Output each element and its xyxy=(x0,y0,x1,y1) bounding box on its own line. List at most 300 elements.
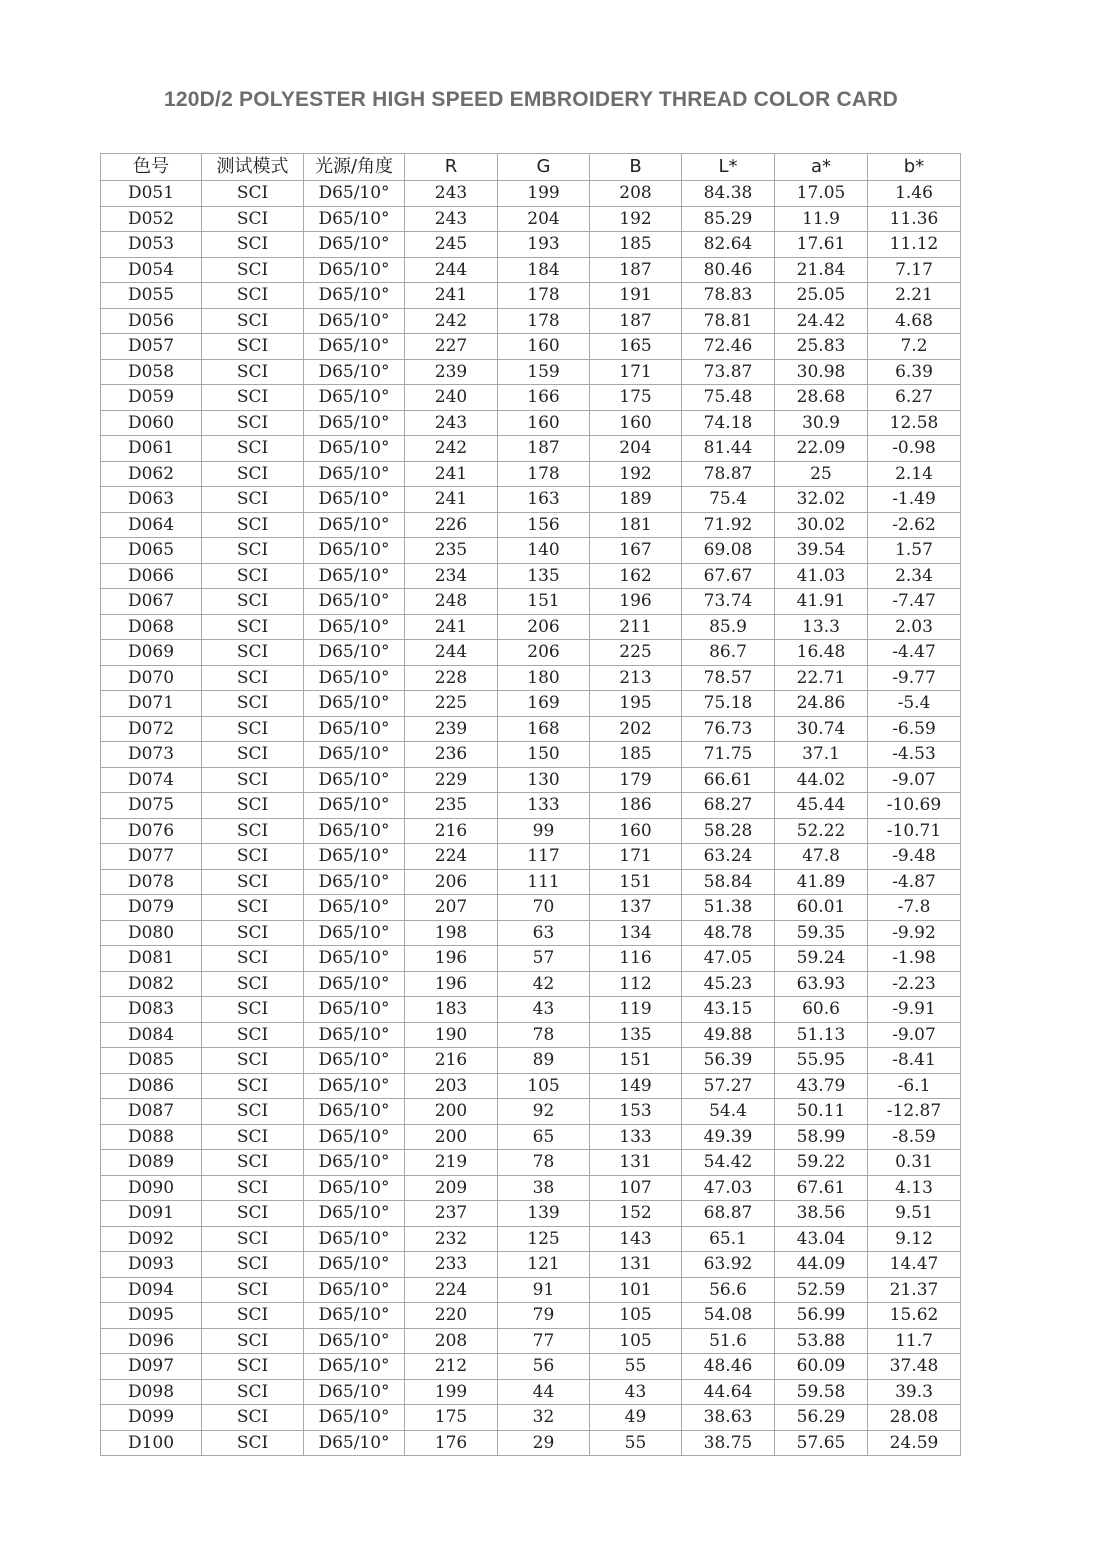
b-star-cell: 2.34 xyxy=(868,563,961,589)
b-star-cell: 4.68 xyxy=(868,308,961,334)
g-cell: 38 xyxy=(498,1175,590,1201)
table-row xyxy=(101,385,961,411)
b-cell: 112 xyxy=(590,971,682,997)
color-code-cell: D051 xyxy=(101,181,202,207)
a-star-cell: 25.83 xyxy=(775,334,868,360)
illuminant-cell: D65/10° xyxy=(304,1303,405,1329)
table-row xyxy=(101,1073,961,1099)
r-cell: 203 xyxy=(405,1073,498,1099)
table-row xyxy=(101,818,961,844)
table-row xyxy=(101,1150,961,1176)
b-star-cell: -9.07 xyxy=(868,767,961,793)
header-color-code: 色号 xyxy=(101,154,202,181)
table-row xyxy=(101,308,961,334)
table-row xyxy=(101,1252,961,1278)
table-row xyxy=(101,869,961,895)
test-mode-cell: SCI xyxy=(202,1328,304,1354)
table-row xyxy=(101,512,961,538)
b-cell: 191 xyxy=(590,283,682,309)
b-cell: 225 xyxy=(590,640,682,666)
b-cell: 211 xyxy=(590,614,682,640)
b-cell: 160 xyxy=(590,410,682,436)
test-mode-cell: SCI xyxy=(202,1354,304,1380)
g-cell: 166 xyxy=(498,385,590,411)
g-cell: 78 xyxy=(498,1150,590,1176)
b-cell: 131 xyxy=(590,1150,682,1176)
test-mode-cell: SCI xyxy=(202,793,304,819)
test-mode-cell: SCI xyxy=(202,640,304,666)
l-star-cell: 78.81 xyxy=(682,308,775,334)
color-code-cell: D057 xyxy=(101,334,202,360)
illuminant-cell: D65/10° xyxy=(304,1201,405,1227)
color-code-cell: D073 xyxy=(101,742,202,768)
table-row xyxy=(101,359,961,385)
illuminant-cell: D65/10° xyxy=(304,206,405,232)
b-star-cell: -9.91 xyxy=(868,997,961,1023)
a-star-cell: 22.71 xyxy=(775,665,868,691)
table-row xyxy=(101,1022,961,1048)
b-cell: 149 xyxy=(590,1073,682,1099)
illuminant-cell: D65/10° xyxy=(304,232,405,258)
b-star-cell: 12.58 xyxy=(868,410,961,436)
header-r: R xyxy=(405,154,498,181)
l-star-cell: 49.88 xyxy=(682,1022,775,1048)
illuminant-cell: D65/10° xyxy=(304,589,405,615)
l-star-cell: 85.9 xyxy=(682,614,775,640)
illuminant-cell: D65/10° xyxy=(304,283,405,309)
r-cell: 216 xyxy=(405,818,498,844)
r-cell: 243 xyxy=(405,410,498,436)
a-star-cell: 39.54 xyxy=(775,538,868,564)
color-code-cell: D099 xyxy=(101,1405,202,1431)
header-b-star: b* xyxy=(868,154,961,181)
b-star-cell: -7.8 xyxy=(868,895,961,921)
l-star-cell: 82.64 xyxy=(682,232,775,258)
color-code-cell: D054 xyxy=(101,257,202,283)
illuminant-cell: D65/10° xyxy=(304,538,405,564)
test-mode-cell: SCI xyxy=(202,538,304,564)
l-star-cell: 72.46 xyxy=(682,334,775,360)
test-mode-cell: SCI xyxy=(202,1226,304,1252)
color-code-cell: D086 xyxy=(101,1073,202,1099)
a-star-cell: 24.42 xyxy=(775,308,868,334)
color-code-cell: D060 xyxy=(101,410,202,436)
l-star-cell: 56.6 xyxy=(682,1277,775,1303)
g-cell: 206 xyxy=(498,614,590,640)
table-header-row xyxy=(101,154,961,181)
test-mode-cell: SCI xyxy=(202,1073,304,1099)
test-mode-cell: SCI xyxy=(202,1124,304,1150)
g-cell: 206 xyxy=(498,640,590,666)
table-row xyxy=(101,716,961,742)
a-star-cell: 47.8 xyxy=(775,844,868,870)
table-row xyxy=(101,1277,961,1303)
l-star-cell: 78.83 xyxy=(682,283,775,309)
g-cell: 140 xyxy=(498,538,590,564)
a-star-cell: 41.89 xyxy=(775,869,868,895)
test-mode-cell: SCI xyxy=(202,716,304,742)
color-code-cell: D087 xyxy=(101,1099,202,1125)
r-cell: 236 xyxy=(405,742,498,768)
l-star-cell: 86.7 xyxy=(682,640,775,666)
b-cell: 119 xyxy=(590,997,682,1023)
r-cell: 228 xyxy=(405,665,498,691)
g-cell: 151 xyxy=(498,589,590,615)
b-star-cell: 1.57 xyxy=(868,538,961,564)
table-row xyxy=(101,1303,961,1329)
r-cell: 243 xyxy=(405,206,498,232)
illuminant-cell: D65/10° xyxy=(304,1379,405,1405)
illuminant-cell: D65/10° xyxy=(304,1073,405,1099)
b-cell: 135 xyxy=(590,1022,682,1048)
color-code-cell: D077 xyxy=(101,844,202,870)
test-mode-cell: SCI xyxy=(202,487,304,513)
r-cell: 176 xyxy=(405,1430,498,1456)
b-cell: 107 xyxy=(590,1175,682,1201)
a-star-cell: 56.99 xyxy=(775,1303,868,1329)
g-cell: 121 xyxy=(498,1252,590,1278)
b-cell: 185 xyxy=(590,232,682,258)
b-cell: 196 xyxy=(590,589,682,615)
color-code-cell: D070 xyxy=(101,665,202,691)
illuminant-cell: D65/10° xyxy=(304,181,405,207)
l-star-cell: 54.4 xyxy=(682,1099,775,1125)
table-row xyxy=(101,257,961,283)
color-code-cell: D072 xyxy=(101,716,202,742)
table-row xyxy=(101,640,961,666)
page-title: 120D/2 POLYESTER HIGH SPEED EMBROIDERY THREAD COLOR CARD xyxy=(164,88,898,111)
l-star-cell: 45.23 xyxy=(682,971,775,997)
a-star-cell: 60.09 xyxy=(775,1354,868,1380)
a-star-cell: 59.24 xyxy=(775,946,868,972)
g-cell: 168 xyxy=(498,716,590,742)
test-mode-cell: SCI xyxy=(202,844,304,870)
r-cell: 206 xyxy=(405,869,498,895)
b-star-cell: 14.47 xyxy=(868,1252,961,1278)
a-star-cell: 43.04 xyxy=(775,1226,868,1252)
illuminant-cell: D65/10° xyxy=(304,1099,405,1125)
r-cell: 239 xyxy=(405,359,498,385)
table-row xyxy=(101,1099,961,1125)
g-cell: 70 xyxy=(498,895,590,921)
table-row xyxy=(101,436,961,462)
illuminant-cell: D65/10° xyxy=(304,742,405,768)
b-star-cell: 9.51 xyxy=(868,1201,961,1227)
l-star-cell: 58.84 xyxy=(682,869,775,895)
test-mode-cell: SCI xyxy=(202,920,304,946)
a-star-cell: 28.68 xyxy=(775,385,868,411)
a-star-cell: 55.95 xyxy=(775,1048,868,1074)
b-star-cell: -6.1 xyxy=(868,1073,961,1099)
g-cell: 125 xyxy=(498,1226,590,1252)
color-code-cell: D089 xyxy=(101,1150,202,1176)
table-row xyxy=(101,563,961,589)
test-mode-cell: SCI xyxy=(202,257,304,283)
test-mode-cell: SCI xyxy=(202,410,304,436)
illuminant-cell: D65/10° xyxy=(304,359,405,385)
b-star-cell: -9.07 xyxy=(868,1022,961,1048)
test-mode-cell: SCI xyxy=(202,436,304,462)
a-star-cell: 22.09 xyxy=(775,436,868,462)
a-star-cell: 13.3 xyxy=(775,614,868,640)
color-code-cell: D075 xyxy=(101,793,202,819)
r-cell: 216 xyxy=(405,1048,498,1074)
color-code-cell: D094 xyxy=(101,1277,202,1303)
g-cell: 150 xyxy=(498,742,590,768)
g-cell: 56 xyxy=(498,1354,590,1380)
g-cell: 193 xyxy=(498,232,590,258)
color-code-cell: D063 xyxy=(101,487,202,513)
b-cell: 143 xyxy=(590,1226,682,1252)
test-mode-cell: SCI xyxy=(202,589,304,615)
illuminant-cell: D65/10° xyxy=(304,665,405,691)
a-star-cell: 56.29 xyxy=(775,1405,868,1431)
b-cell: 202 xyxy=(590,716,682,742)
b-star-cell: -0.98 xyxy=(868,436,961,462)
b-cell: 167 xyxy=(590,538,682,564)
b-cell: 208 xyxy=(590,181,682,207)
l-star-cell: 38.75 xyxy=(682,1430,775,1456)
table-row xyxy=(101,920,961,946)
color-code-cell: D084 xyxy=(101,1022,202,1048)
b-cell: 134 xyxy=(590,920,682,946)
r-cell: 248 xyxy=(405,589,498,615)
table-row xyxy=(101,1175,961,1201)
color-code-cell: D082 xyxy=(101,971,202,997)
color-code-cell: D066 xyxy=(101,563,202,589)
test-mode-cell: SCI xyxy=(202,308,304,334)
a-star-cell: 11.9 xyxy=(775,206,868,232)
l-star-cell: 66.61 xyxy=(682,767,775,793)
table-row xyxy=(101,895,961,921)
color-code-cell: D095 xyxy=(101,1303,202,1329)
illuminant-cell: D65/10° xyxy=(304,767,405,793)
l-star-cell: 75.4 xyxy=(682,487,775,513)
g-cell: 29 xyxy=(498,1430,590,1456)
g-cell: 99 xyxy=(498,818,590,844)
color-code-cell: D100 xyxy=(101,1430,202,1456)
illuminant-cell: D65/10° xyxy=(304,1175,405,1201)
illuminant-cell: D65/10° xyxy=(304,385,405,411)
color-code-cell: D079 xyxy=(101,895,202,921)
illuminant-cell: D65/10° xyxy=(304,793,405,819)
r-cell: 240 xyxy=(405,385,498,411)
b-cell: 160 xyxy=(590,818,682,844)
g-cell: 57 xyxy=(498,946,590,972)
l-star-cell: 63.24 xyxy=(682,844,775,870)
l-star-cell: 49.39 xyxy=(682,1124,775,1150)
table-body xyxy=(101,181,961,1456)
color-code-cell: D097 xyxy=(101,1354,202,1380)
b-cell: 162 xyxy=(590,563,682,589)
g-cell: 43 xyxy=(498,997,590,1023)
r-cell: 175 xyxy=(405,1405,498,1431)
test-mode-cell: SCI xyxy=(202,1022,304,1048)
b-cell: 175 xyxy=(590,385,682,411)
b-cell: 151 xyxy=(590,869,682,895)
table-row xyxy=(101,410,961,436)
illuminant-cell: D65/10° xyxy=(304,487,405,513)
test-mode-cell: SCI xyxy=(202,461,304,487)
a-star-cell: 17.61 xyxy=(775,232,868,258)
b-star-cell: -9.77 xyxy=(868,665,961,691)
table-row xyxy=(101,181,961,207)
color-code-cell: D069 xyxy=(101,640,202,666)
color-code-cell: D067 xyxy=(101,589,202,615)
table-row xyxy=(101,1354,961,1380)
b-cell: 187 xyxy=(590,257,682,283)
r-cell: 245 xyxy=(405,232,498,258)
a-star-cell: 57.65 xyxy=(775,1430,868,1456)
a-star-cell: 30.74 xyxy=(775,716,868,742)
illuminant-cell: D65/10° xyxy=(304,334,405,360)
illuminant-cell: D65/10° xyxy=(304,257,405,283)
r-cell: 199 xyxy=(405,1379,498,1405)
test-mode-cell: SCI xyxy=(202,869,304,895)
test-mode-cell: SCI xyxy=(202,1277,304,1303)
r-cell: 242 xyxy=(405,308,498,334)
illuminant-cell: D65/10° xyxy=(304,461,405,487)
r-cell: 190 xyxy=(405,1022,498,1048)
a-star-cell: 38.56 xyxy=(775,1201,868,1227)
g-cell: 135 xyxy=(498,563,590,589)
table-row xyxy=(101,1226,961,1252)
illuminant-cell: D65/10° xyxy=(304,818,405,844)
g-cell: 178 xyxy=(498,308,590,334)
r-cell: 200 xyxy=(405,1099,498,1125)
test-mode-cell: SCI xyxy=(202,181,304,207)
l-star-cell: 51.6 xyxy=(682,1328,775,1354)
test-mode-cell: SCI xyxy=(202,665,304,691)
b-star-cell: 9.12 xyxy=(868,1226,961,1252)
r-cell: 207 xyxy=(405,895,498,921)
color-code-cell: D092 xyxy=(101,1226,202,1252)
b-cell: 181 xyxy=(590,512,682,538)
test-mode-cell: SCI xyxy=(202,767,304,793)
a-star-cell: 30.9 xyxy=(775,410,868,436)
illuminant-cell: D65/10° xyxy=(304,1048,405,1074)
b-cell: 179 xyxy=(590,767,682,793)
a-star-cell: 53.88 xyxy=(775,1328,868,1354)
r-cell: 242 xyxy=(405,436,498,462)
b-cell: 189 xyxy=(590,487,682,513)
table-row xyxy=(101,1328,961,1354)
b-star-cell: -7.47 xyxy=(868,589,961,615)
illuminant-cell: D65/10° xyxy=(304,716,405,742)
r-cell: 200 xyxy=(405,1124,498,1150)
b-star-cell: -4.47 xyxy=(868,640,961,666)
b-star-cell: 15.62 xyxy=(868,1303,961,1329)
table-row xyxy=(101,742,961,768)
table-row xyxy=(101,334,961,360)
b-cell: 49 xyxy=(590,1405,682,1431)
b-star-cell: 2.03 xyxy=(868,614,961,640)
test-mode-cell: SCI xyxy=(202,997,304,1023)
a-star-cell: 45.44 xyxy=(775,793,868,819)
l-star-cell: 71.92 xyxy=(682,512,775,538)
table-row xyxy=(101,538,961,564)
header-a-star: a* xyxy=(775,154,868,181)
illuminant-cell: D65/10° xyxy=(304,1430,405,1456)
g-cell: 92 xyxy=(498,1099,590,1125)
b-star-cell: 11.36 xyxy=(868,206,961,232)
l-star-cell: 63.92 xyxy=(682,1252,775,1278)
b-star-cell: 11.12 xyxy=(868,232,961,258)
g-cell: 65 xyxy=(498,1124,590,1150)
test-mode-cell: SCI xyxy=(202,1252,304,1278)
b-cell: 101 xyxy=(590,1277,682,1303)
a-star-cell: 21.84 xyxy=(775,257,868,283)
l-star-cell: 78.87 xyxy=(682,461,775,487)
test-mode-cell: SCI xyxy=(202,359,304,385)
b-star-cell: 2.21 xyxy=(868,283,961,309)
l-star-cell: 73.74 xyxy=(682,589,775,615)
color-code-cell: D074 xyxy=(101,767,202,793)
r-cell: 229 xyxy=(405,767,498,793)
b-star-cell: 1.46 xyxy=(868,181,961,207)
g-cell: 105 xyxy=(498,1073,590,1099)
g-cell: 160 xyxy=(498,410,590,436)
b-star-cell: 6.39 xyxy=(868,359,961,385)
r-cell: 244 xyxy=(405,257,498,283)
g-cell: 178 xyxy=(498,461,590,487)
color-code-cell: D090 xyxy=(101,1175,202,1201)
b-cell: 116 xyxy=(590,946,682,972)
color-code-cell: D052 xyxy=(101,206,202,232)
illuminant-cell: D65/10° xyxy=(304,1150,405,1176)
test-mode-cell: SCI xyxy=(202,1099,304,1125)
table-row xyxy=(101,691,961,717)
test-mode-cell: SCI xyxy=(202,334,304,360)
b-star-cell: -9.48 xyxy=(868,844,961,870)
table-row xyxy=(101,946,961,972)
r-cell: 224 xyxy=(405,1277,498,1303)
r-cell: 212 xyxy=(405,1354,498,1380)
color-code-cell: D065 xyxy=(101,538,202,564)
l-star-cell: 78.57 xyxy=(682,665,775,691)
a-star-cell: 41.91 xyxy=(775,589,868,615)
b-cell: 105 xyxy=(590,1303,682,1329)
test-mode-cell: SCI xyxy=(202,232,304,258)
l-star-cell: 44.64 xyxy=(682,1379,775,1405)
b-cell: 151 xyxy=(590,1048,682,1074)
b-star-cell: -1.49 xyxy=(868,487,961,513)
r-cell: 196 xyxy=(405,946,498,972)
table-row xyxy=(101,793,961,819)
l-star-cell: 85.29 xyxy=(682,206,775,232)
table-row xyxy=(101,1124,961,1150)
illuminant-cell: D65/10° xyxy=(304,844,405,870)
color-code-cell: D083 xyxy=(101,997,202,1023)
a-star-cell: 16.48 xyxy=(775,640,868,666)
illuminant-cell: D65/10° xyxy=(304,971,405,997)
b-star-cell: -4.53 xyxy=(868,742,961,768)
l-star-cell: 67.67 xyxy=(682,563,775,589)
color-code-cell: D091 xyxy=(101,1201,202,1227)
table-row xyxy=(101,461,961,487)
table-row xyxy=(101,614,961,640)
l-star-cell: 58.28 xyxy=(682,818,775,844)
table-row xyxy=(101,971,961,997)
illuminant-cell: D65/10° xyxy=(304,1022,405,1048)
illuminant-cell: D65/10° xyxy=(304,410,405,436)
a-star-cell: 63.93 xyxy=(775,971,868,997)
table-row xyxy=(101,283,961,309)
g-cell: 77 xyxy=(498,1328,590,1354)
b-star-cell: -10.69 xyxy=(868,793,961,819)
r-cell: 224 xyxy=(405,844,498,870)
a-star-cell: 41.03 xyxy=(775,563,868,589)
